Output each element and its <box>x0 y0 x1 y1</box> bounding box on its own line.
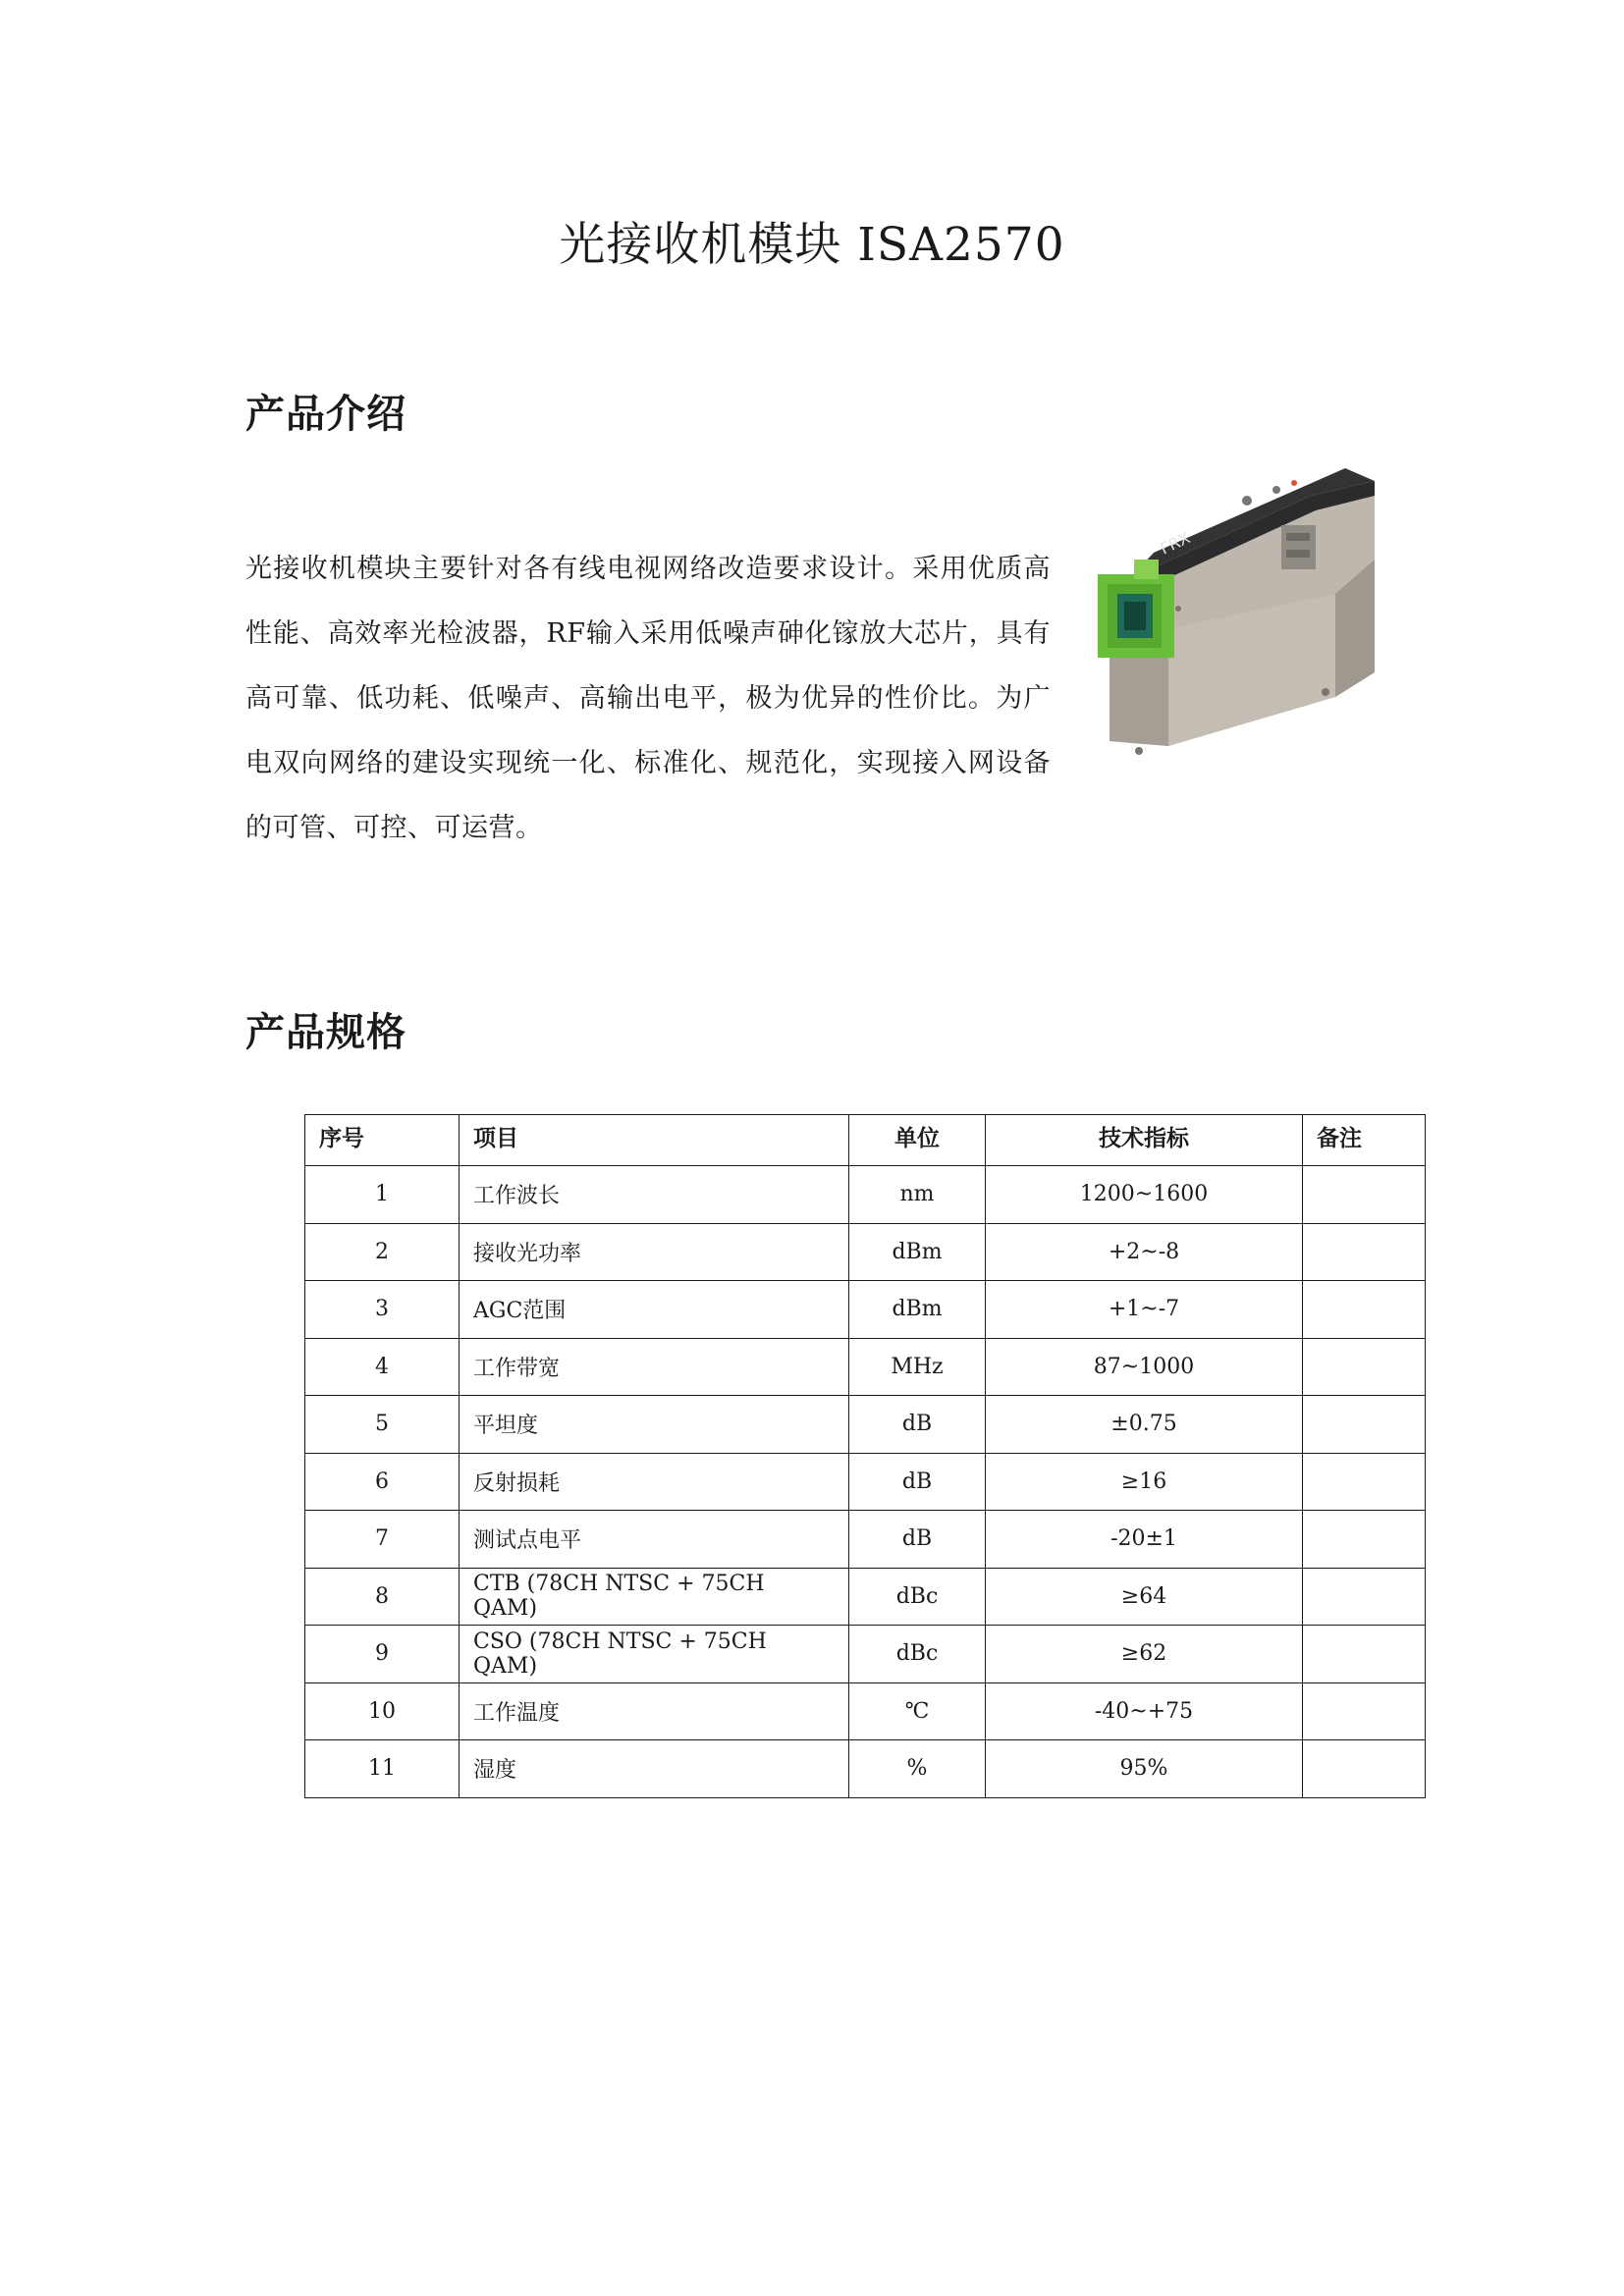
cell-note <box>1303 1338 1426 1396</box>
table-row <box>305 1511 1426 1569</box>
cell-item: CSO (78CH NTSC + 75CH QAM) <box>460 1626 849 1683</box>
table-row <box>305 1740 1426 1798</box>
cell-item: 测试点电平 <box>460 1511 849 1569</box>
cell-value: -20±1 <box>986 1511 1303 1569</box>
cell-item: 反射损耗 <box>460 1453 849 1511</box>
intro-heading: 产品介绍 <box>245 392 406 437</box>
cell-no: 7 <box>305 1511 460 1569</box>
cell-unit: dBm <box>849 1281 986 1339</box>
cell-no: 11 <box>305 1740 460 1798</box>
cell-item: CTB (78CH NTSC + 75CH QAM) <box>460 1568 849 1626</box>
cell-unit: MHz <box>849 1338 986 1396</box>
cell-item: 湿度 <box>460 1740 849 1798</box>
column-header-unit: 单位 <box>849 1115 986 1166</box>
cell-value: +2~-8 <box>986 1223 1303 1281</box>
table-row <box>305 1682 1426 1740</box>
cell-unit: dBc <box>849 1626 986 1683</box>
cell-value: ±0.75 <box>986 1396 1303 1454</box>
cell-item: 工作波长 <box>460 1166 849 1224</box>
cell-unit: dB <box>849 1511 986 1569</box>
cell-note <box>1303 1626 1426 1683</box>
cell-note <box>1303 1396 1426 1454</box>
table-row <box>305 1626 1426 1683</box>
cell-note <box>1303 1166 1426 1224</box>
cell-unit: dBc <box>849 1568 986 1626</box>
optical-receiver-module-photo <box>1080 456 1375 780</box>
page-title: 光接收机模块 ISA2570 <box>559 218 1065 272</box>
spec-table <box>304 1114 1426 1798</box>
spec-heading: 产品规格 <box>245 1010 406 1055</box>
cell-item: 接收光功率 <box>460 1223 849 1281</box>
column-header-item: 项目 <box>460 1115 849 1166</box>
cell-no: 3 <box>305 1281 460 1339</box>
table-row <box>305 1166 1426 1224</box>
cell-value: ≥64 <box>986 1568 1303 1626</box>
table-row <box>305 1338 1426 1396</box>
cell-value: ≥62 <box>986 1626 1303 1683</box>
cell-unit: ℃ <box>849 1682 986 1740</box>
table-row <box>305 1396 1426 1454</box>
cell-no: 4 <box>305 1338 460 1396</box>
cell-note <box>1303 1511 1426 1569</box>
cell-unit: dB <box>849 1396 986 1454</box>
cell-note <box>1303 1281 1426 1339</box>
cell-value: -40~+75 <box>986 1682 1303 1740</box>
cell-item: 工作温度 <box>460 1682 849 1740</box>
cell-note <box>1303 1453 1426 1511</box>
cell-note <box>1303 1682 1426 1740</box>
cell-unit: dBm <box>849 1223 986 1281</box>
column-header-no: 序号 <box>305 1115 460 1166</box>
cell-value: 1200~1600 <box>986 1166 1303 1224</box>
cell-no: 1 <box>305 1166 460 1224</box>
cell-item: 平坦度 <box>460 1396 849 1454</box>
column-header-note: 备注 <box>1303 1115 1426 1166</box>
cell-no: 10 <box>305 1682 460 1740</box>
cell-item: 工作带宽 <box>460 1338 849 1396</box>
cell-unit: % <box>849 1740 986 1798</box>
module-label: FRX <box>1157 528 1194 559</box>
cell-value: +1~-7 <box>986 1281 1303 1339</box>
table-header-row <box>305 1115 1426 1166</box>
table-row <box>305 1453 1426 1511</box>
table-row <box>305 1223 1426 1281</box>
cell-value: 95% <box>986 1740 1303 1798</box>
cell-no: 9 <box>305 1626 460 1683</box>
table-row <box>305 1281 1426 1339</box>
column-header-spec: 技术指标 <box>986 1115 1303 1166</box>
cell-note <box>1303 1740 1426 1798</box>
cell-no: 6 <box>305 1453 460 1511</box>
cell-value: 87~1000 <box>986 1338 1303 1396</box>
cell-item: AGC范围 <box>460 1281 849 1339</box>
cell-no: 2 <box>305 1223 460 1281</box>
cell-unit: nm <box>849 1166 986 1224</box>
cell-note <box>1303 1223 1426 1281</box>
cell-no: 8 <box>305 1568 460 1626</box>
cell-no: 5 <box>305 1396 460 1454</box>
intro-paragraph: 光接收机模块主要针对各有线电视网络改造要求设计。采用优质高性能、高效率光检波器，RF输入采用低噪声砷化镓放大芯片，具有高可靠、低功耗、低噪声、高输出电平，极为优异的性价比。为广电双向网络的建设实现统一化、标准化、规范化，实现接入网设备的可管、可控、可运营。 <box>245 554 1051 843</box>
cell-value: ≥16 <box>986 1453 1303 1511</box>
cell-note <box>1303 1568 1426 1626</box>
table-row <box>305 1568 1426 1626</box>
cell-unit: dB <box>849 1453 986 1511</box>
